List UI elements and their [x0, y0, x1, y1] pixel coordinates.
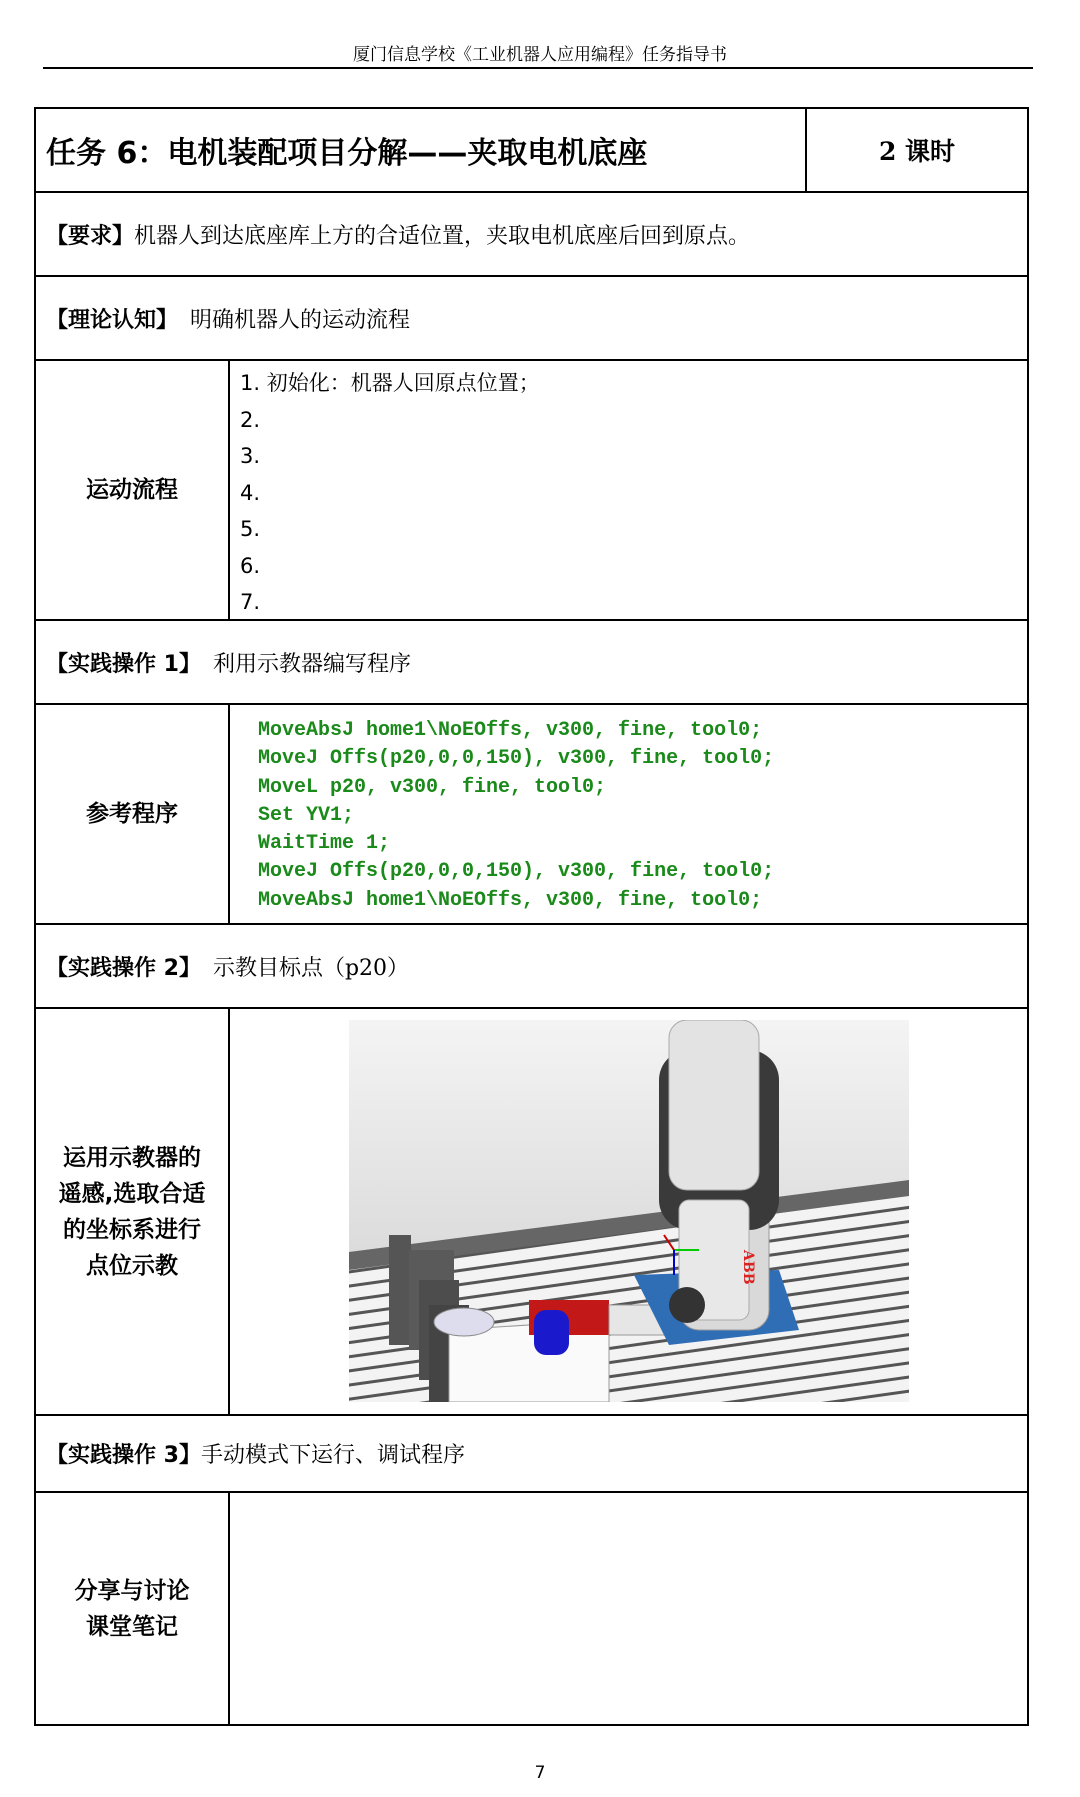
practice1-row [36, 621, 1027, 705]
task-title: 任务 6：电机装配项目分解——夹取电机底座 [36, 109, 807, 191]
code-line: MoveL p20, v300, fine, tool0; [258, 775, 607, 799]
step: 1. 初始化：机器人回原点位置； [240, 371, 540, 395]
step: 3. [240, 444, 261, 468]
code-line: MoveJ Offs(p20,0,0,150), v300, fine, tool0; [258, 860, 775, 884]
practice2-label: 【实践操作 2】 [46, 955, 201, 981]
practice3-row [36, 1416, 1027, 1493]
motion-flow-row [36, 361, 1027, 621]
label-line: 点位示教 [86, 1252, 178, 1279]
teaching-label [36, 1009, 230, 1414]
header-divider [43, 67, 1033, 69]
code-line: MoveJ Offs(p20,0,0,150), v300, fine, tool0; [258, 747, 775, 771]
step: 7. [240, 590, 261, 614]
label-line: 分享与讨论 [74, 1577, 190, 1604]
code-block [230, 705, 1027, 923]
practice2-row [36, 925, 1027, 1009]
theory-row [36, 277, 1027, 361]
step: 2. [240, 407, 261, 432]
label-line: 遥感,选取合适 [58, 1180, 206, 1207]
reference-program-row [36, 705, 1027, 925]
practice3-text: 手动模式下运行、调试程序 [200, 1443, 465, 1468]
theory-label: 【理论认知】 [46, 307, 179, 333]
motion-flow-label: 运动流程 [36, 361, 230, 619]
abb-logo: ABB [739, 1250, 756, 1285]
step: 5. [240, 517, 261, 541]
code-line: Set YV1; [258, 803, 355, 827]
notes-label [36, 1493, 230, 1724]
code-line: MoveAbsJ home1\NoEOffs, v300, fine, tool0; [258, 888, 763, 912]
requirement-label: 【要求】 [46, 223, 135, 249]
code-line: MoveAbsJ home1\NoEOffs, v300, fine, tool0; [258, 719, 763, 742]
document-header: 厦门信息学校《工业机器人应用编程》任务指导书 [353, 45, 727, 65]
teaching-row [36, 1009, 1027, 1416]
requirement-text: 机器人到达底座库上方的合适位置，夹取电机底座后回到原点。 [134, 223, 751, 249]
notes-row [36, 1493, 1027, 1724]
task-table [34, 107, 1029, 1726]
robot-simulation-image [349, 1020, 909, 1402]
task-hours: 2 课时 [878, 137, 956, 166]
step: 6. [240, 553, 261, 578]
page-number: 7 [534, 1763, 546, 1783]
practice2-text: 示教目标点（p20） [212, 955, 410, 981]
reference-program-label: 参考程序 [36, 705, 230, 923]
notes-area[interactable] [230, 1493, 1027, 1724]
title-row [36, 109, 1027, 193]
label-line: 运用示教器的 [63, 1144, 201, 1171]
practice1-text: 利用示教器编写程序 [212, 651, 411, 677]
image-cell [230, 1009, 1027, 1414]
theory-text: 明确机器人的运动流程 [190, 307, 411, 333]
label-line: 的坐标系进行 [63, 1216, 201, 1243]
requirement-row [36, 193, 1027, 277]
code-line: WaitTime 1; [258, 832, 391, 856]
practice1-label: 【实践操作 1】 [46, 651, 201, 677]
step: 4. [240, 480, 261, 505]
label-line: 课堂笔记 [86, 1613, 178, 1640]
practice3-label: 【实践操作 3】 [46, 1443, 201, 1468]
motion-flow-steps [230, 361, 1027, 619]
